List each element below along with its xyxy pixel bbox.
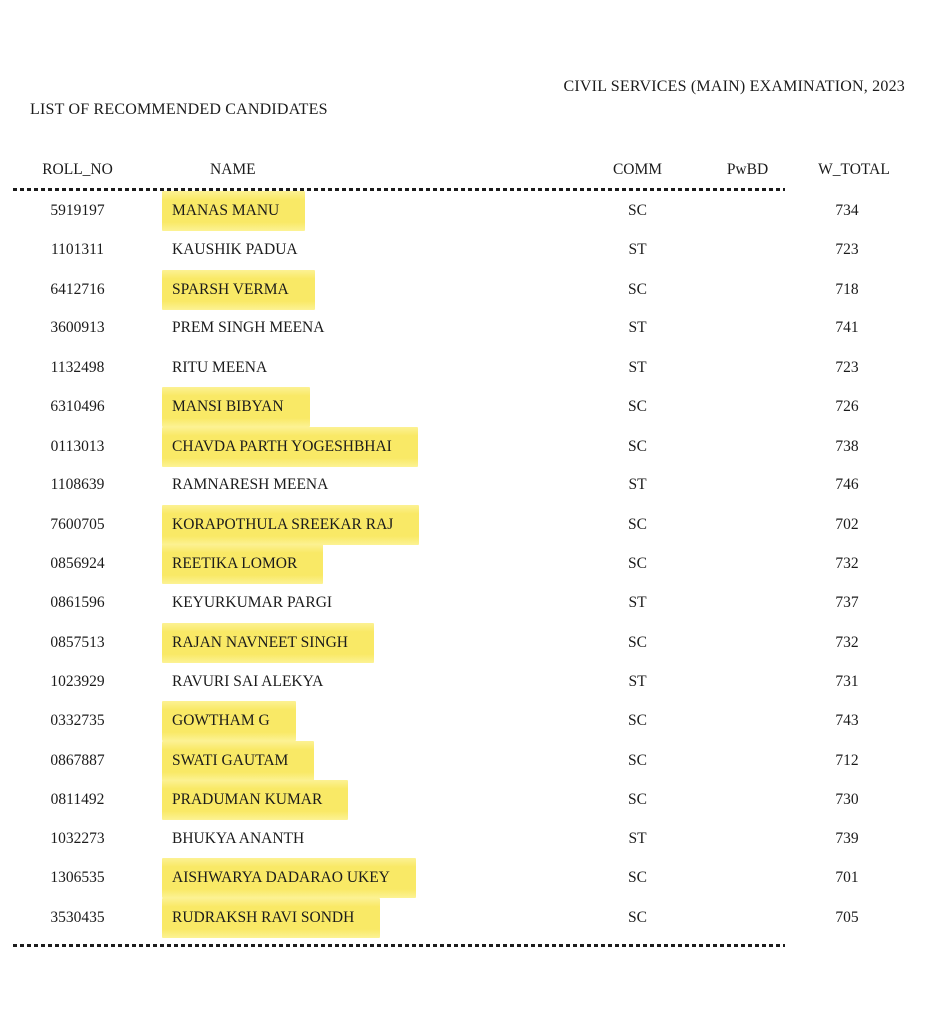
- candidate-name: RAMNARESH MEENA: [172, 476, 329, 494]
- table-row: [15, 819, 913, 858]
- table-row: [15, 505, 913, 544]
- list-title: LIST OF RECOMMENDED CANDIDATES: [30, 101, 328, 118]
- roll-no-cell: 0113013: [50, 437, 105, 455]
- candidate-name: CHAVDA PARTH YOGESHBHAI: [162, 427, 418, 467]
- w-total-cell: 726: [835, 398, 859, 416]
- roll-no-cell: 1101311: [50, 240, 105, 258]
- name-cell: [140, 858, 575, 898]
- roll-no-cell: 0857513: [50, 633, 105, 651]
- roll-no-cell: 1032273: [50, 829, 105, 847]
- candidate-name: SWATI GAUTAM: [162, 741, 314, 781]
- w-total-cell: 732: [835, 555, 859, 573]
- candidate-name: SPARSH VERMA: [162, 270, 315, 310]
- table-body: [15, 191, 913, 937]
- comm-cell: SC: [628, 398, 647, 416]
- w-total-cell: 718: [835, 280, 859, 298]
- comm-cell: ST: [628, 358, 647, 376]
- roll-no-cell: 6310496: [50, 398, 105, 416]
- table-row: [15, 662, 913, 701]
- roll-no-cell: 1023929: [50, 672, 105, 690]
- w-total-cell: 730: [835, 790, 859, 808]
- table-header-row: [15, 155, 913, 185]
- w-total-cell: 723: [835, 358, 859, 376]
- candidate-name: KEYURKUMAR PARGI: [172, 594, 333, 612]
- w-total-cell: 743: [835, 712, 859, 730]
- table-row: [15, 427, 913, 466]
- w-total-cell: 734: [835, 202, 859, 219]
- comm-cell: ST: [628, 476, 647, 494]
- name-cell: [140, 592, 575, 614]
- comm-cell: SC: [628, 633, 647, 651]
- table-row: [15, 191, 913, 230]
- table-row: [15, 544, 913, 583]
- roll-no-cell: 6412716: [50, 280, 105, 298]
- name-cell: [140, 898, 575, 938]
- comm-cell: SC: [628, 869, 647, 887]
- table-row: [15, 309, 913, 348]
- w-total-cell: 746: [835, 476, 859, 494]
- candidate-name: RAJAN NAVNEET SINGH: [162, 623, 374, 663]
- name-cell: [140, 317, 575, 339]
- roll-no-cell: 7600705: [50, 516, 105, 533]
- table-row: [15, 701, 913, 740]
- w-total-cell: 741: [835, 319, 859, 337]
- candidate-name: PRADUMAN KUMAR: [162, 780, 348, 820]
- name-cell: [140, 544, 575, 584]
- table-row: [15, 230, 913, 269]
- name-cell: [140, 239, 575, 261]
- name-cell: [140, 270, 575, 310]
- w-total-cell: 731: [835, 672, 859, 690]
- table-row: [15, 348, 913, 387]
- w-total-cell: 739: [835, 829, 859, 847]
- comm-cell: SC: [628, 790, 647, 808]
- w-total-cell: 732: [835, 633, 859, 651]
- candidate-name: KAUSHIK PADUA: [172, 240, 298, 258]
- comm-cell: SC: [628, 202, 647, 219]
- roll-no-cell: 0856924: [50, 555, 105, 573]
- table-row: [15, 387, 913, 426]
- comm-cell: SC: [628, 516, 647, 533]
- table-row: [15, 623, 913, 662]
- candidate-name: MANSI BIBYAN: [162, 387, 310, 427]
- roll-no-cell: 3600913: [50, 319, 105, 337]
- column-header-roll-no: ROLL_NO: [42, 161, 113, 178]
- comm-cell: SC: [628, 908, 647, 926]
- comm-cell: ST: [628, 319, 647, 337]
- candidate-name: KORAPOTHULA SREEKAR RAJ: [162, 505, 419, 545]
- table-row: [15, 584, 913, 623]
- name-cell: [140, 780, 575, 820]
- name-cell: [140, 387, 575, 427]
- comm-cell: ST: [628, 240, 647, 258]
- w-total-cell: 738: [835, 437, 859, 455]
- candidate-name: PREM SINGH MEENA: [172, 319, 325, 337]
- column-header-pwbd: PwBD: [726, 161, 769, 178]
- exam-title: CIVIL SERVICES (MAIN) EXAMINATION, 2023: [563, 78, 905, 95]
- candidate-name: RAVURI SAI ALEKYA: [172, 672, 324, 690]
- candidate-name: REETIKA LOMOR: [162, 544, 323, 584]
- column-header-w-total: W_TOTAL: [818, 161, 890, 178]
- roll-no-cell: 0867887: [50, 751, 105, 769]
- table-bottom-divider: [13, 944, 785, 947]
- name-cell: [140, 623, 575, 663]
- roll-no-cell: 3530435: [50, 908, 105, 926]
- name-cell: [140, 828, 575, 850]
- name-cell: [140, 474, 575, 496]
- roll-no-cell: 1132498: [50, 358, 105, 376]
- roll-no-cell: 0861596: [50, 594, 105, 612]
- name-cell: [140, 505, 575, 545]
- w-total-cell: 705: [835, 908, 859, 926]
- roll-no-cell: 0811492: [50, 790, 105, 808]
- w-total-cell: 737: [835, 594, 859, 612]
- comm-cell: SC: [628, 437, 647, 455]
- column-header-name: NAME: [210, 161, 256, 178]
- w-total-cell: 712: [835, 751, 859, 769]
- candidate-name: RITU MEENA: [172, 358, 268, 376]
- roll-no-cell: 0332735: [50, 712, 105, 730]
- roll-no-cell: 1306535: [50, 869, 105, 887]
- table-row: [15, 898, 913, 937]
- candidate-name: AISHWARYA DADARAO UKEY: [162, 858, 416, 898]
- candidate-name: MANAS MANU: [162, 191, 305, 231]
- comm-cell: ST: [628, 829, 647, 847]
- candidate-name: GOWTHAM G: [162, 701, 296, 741]
- candidate-name: RUDRAKSH RAVI SONDH: [162, 898, 380, 938]
- name-cell: [140, 671, 575, 693]
- roll-no-cell: 1108639: [50, 476, 105, 494]
- comm-cell: SC: [628, 712, 647, 730]
- name-cell: [140, 741, 575, 781]
- comm-cell: ST: [628, 672, 647, 690]
- name-cell: [140, 701, 575, 741]
- table-row: [15, 466, 913, 505]
- w-total-cell: 701: [835, 869, 859, 887]
- comm-cell: ST: [628, 594, 647, 612]
- table-row: [15, 741, 913, 780]
- table-row: [15, 270, 913, 309]
- comm-cell: SC: [628, 751, 647, 769]
- w-total-cell: 702: [835, 516, 859, 533]
- roll-no-cell: 5919197: [50, 202, 105, 219]
- table-row: [15, 858, 913, 897]
- comm-cell: SC: [628, 280, 647, 298]
- name-cell: [140, 357, 575, 379]
- w-total-cell: 723: [835, 240, 859, 258]
- candidate-name: BHUKYA ANANTH: [172, 829, 305, 847]
- name-cell: [140, 427, 575, 467]
- comm-cell: SC: [628, 555, 647, 573]
- table-row: [15, 780, 913, 819]
- column-header-comm: COMM: [612, 161, 663, 178]
- name-cell: [140, 191, 575, 231]
